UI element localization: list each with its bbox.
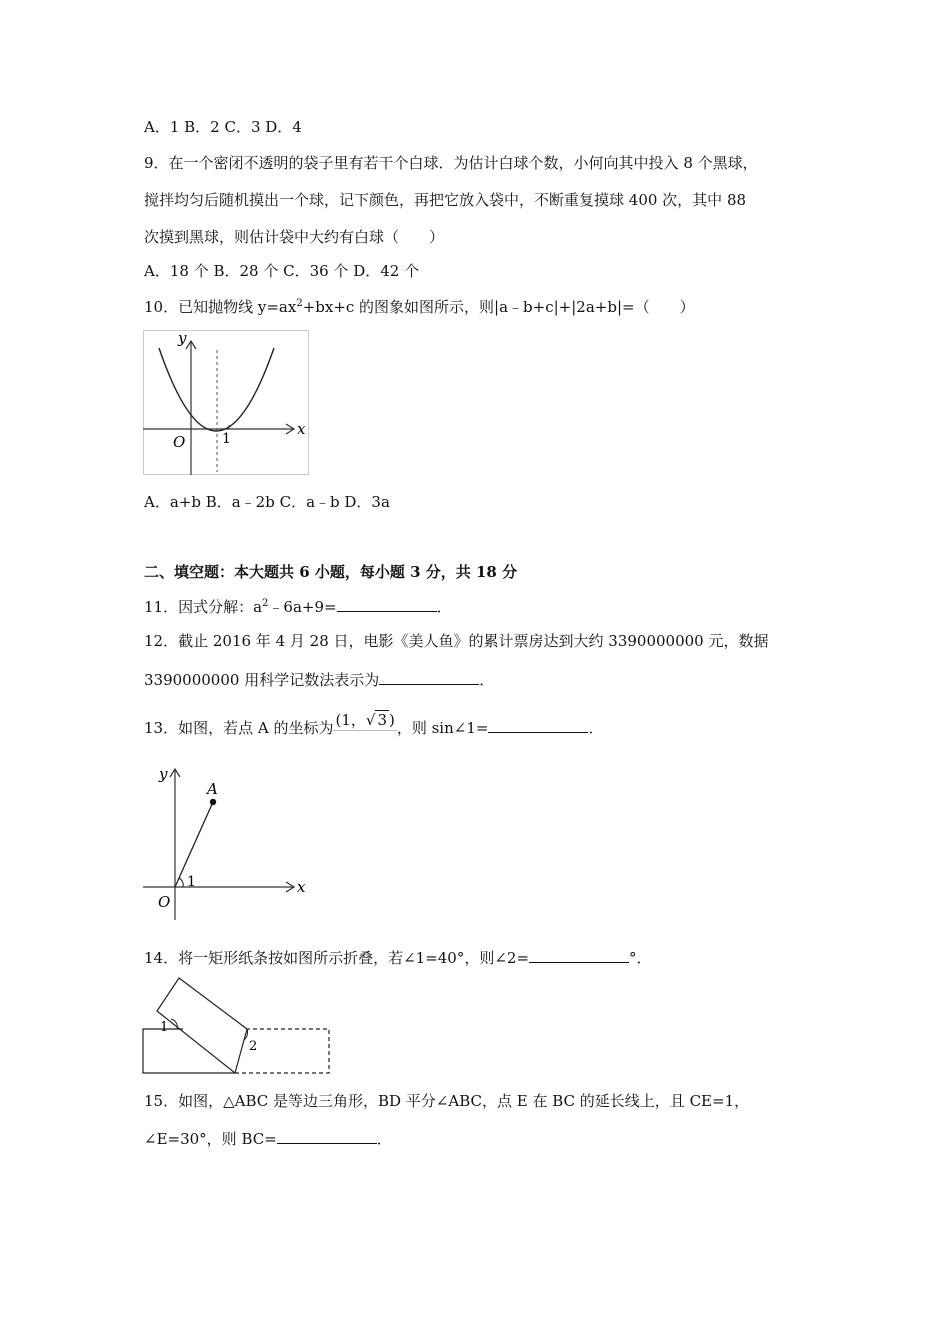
point-a-graph bbox=[143, 762, 313, 922]
q12-line1: 12．截止 2016 年 4 月 28 日，电影《美人鱼》的累计票房达到大约 3390000000 元，数据 bbox=[144, 632, 769, 650]
q10-text-after: +bx+c 的图象如图所示，则|a﹣b+c|+|2a+b|=（ ） bbox=[302, 298, 695, 316]
q8-options: A．1 B．2 C．3 D．4 bbox=[144, 118, 302, 136]
figure-angle1-label: 1 bbox=[160, 1020, 169, 1035]
q11-text-before: 11．因式分解：a bbox=[144, 598, 263, 616]
q13-stem bbox=[144, 711, 604, 739]
parabola-graph bbox=[143, 330, 313, 478]
q9-line1: 9．在一个密闭不透明的袋子里有若干个白球．为估计白球个数，小何向其中投入 8 个黑球， bbox=[144, 154, 758, 172]
graph-point-label: A bbox=[207, 780, 218, 798]
q12-line2: 3390000000 用科学记数法表示为 bbox=[144, 671, 380, 689]
folded-flap bbox=[157, 978, 247, 1073]
graph-angle-label: 1 bbox=[187, 874, 196, 890]
graph-x-label: x bbox=[297, 420, 306, 438]
q14-text: 14．将一矩形纸条按如图所示折叠，若∠1=40°，则∠2= bbox=[144, 949, 530, 967]
q13-text-after: ，则 sin∠1= bbox=[396, 719, 489, 737]
q13-coord-open: (1， bbox=[335, 711, 366, 729]
q15-line2 bbox=[144, 1127, 392, 1149]
q12-end: ． bbox=[479, 671, 495, 689]
graph-y-label: y bbox=[159, 765, 168, 783]
q13-end: ． bbox=[588, 719, 604, 737]
graph-frame bbox=[144, 331, 309, 475]
q13-answer-blank[interactable] bbox=[488, 716, 588, 733]
q13-coord-sqrt: 3 bbox=[377, 711, 387, 729]
graph-origin-label: O bbox=[173, 433, 186, 451]
strip-left-solid bbox=[143, 1029, 235, 1073]
q11-answer-blank[interactable] bbox=[337, 595, 437, 612]
q9-line3: 次摸到黑球，则估计袋中大约有白球（ ） bbox=[144, 228, 445, 246]
q11-end: ． bbox=[436, 598, 452, 616]
q11-exponent: 2 bbox=[262, 598, 269, 609]
q10-options: A．a+b B．a﹣2b C．a﹣b D．3a bbox=[144, 493, 390, 511]
q13-text-before: 13．如图，若点 A 的坐标为 bbox=[144, 719, 334, 737]
graph-tick-label: 1 bbox=[222, 431, 231, 447]
figure-angle2-label: 2 bbox=[249, 1039, 258, 1054]
q10-text-before: 10．已知抛物线 y=ax bbox=[144, 298, 297, 316]
q10-exponent: 2 bbox=[296, 298, 303, 309]
q13-coordinate bbox=[333, 710, 396, 731]
q15-answer-blank[interactable] bbox=[277, 1127, 377, 1144]
q14-answer-blank[interactable] bbox=[529, 946, 629, 963]
graph-origin-label: O bbox=[158, 893, 171, 911]
q15-line2-text: ∠E=30°，则 BC= bbox=[144, 1130, 277, 1148]
q9-line2: 搅拌均匀后随机摸出一个球，记下颜色，再把它放入袋中，不断重复摸球 400 次，其中 88 bbox=[144, 191, 747, 209]
q15-end: ． bbox=[376, 1130, 392, 1148]
graph-x-label: x bbox=[297, 878, 306, 896]
q13-coord-close: ) bbox=[388, 711, 395, 729]
angle-1-arc bbox=[179, 878, 183, 887]
folded-strip-figure bbox=[143, 975, 333, 1077]
q12-answer-blank[interactable] bbox=[379, 668, 479, 685]
q11-stem bbox=[144, 595, 452, 617]
point-a bbox=[210, 799, 216, 805]
q14-end: °． bbox=[629, 949, 652, 967]
q10-stem bbox=[144, 297, 695, 317]
q14-stem bbox=[144, 946, 652, 968]
q15-line1: 15．如图，△ABC 是等边三角形，BD 平分∠ABC，点 E 在 BC 的延长线上，且 CE=1， bbox=[144, 1092, 750, 1110]
q12-line2-wrap bbox=[144, 668, 494, 690]
q11-text-after: ﹣6a+9= bbox=[268, 598, 337, 616]
sqrt-icon: √ bbox=[365, 711, 376, 729]
graph-y-label: y bbox=[178, 329, 187, 347]
q9-options: A．18 个 B．28 个 C．36 个 D．42 个 bbox=[144, 262, 420, 280]
section2-title: 二、填空题：本大题共 6 小题，每小题 3 分，共 18 分 bbox=[144, 563, 518, 581]
